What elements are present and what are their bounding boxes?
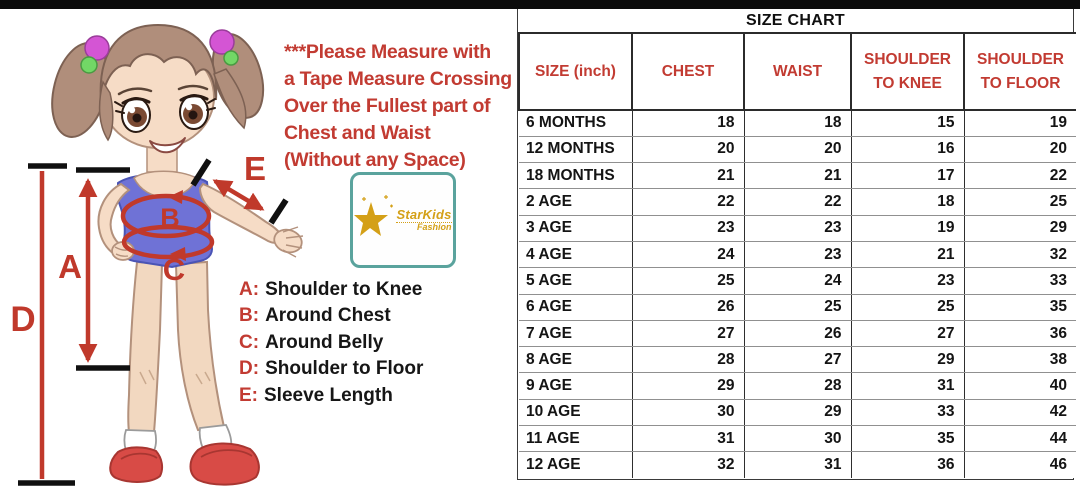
- girl-legs: [128, 262, 224, 432]
- size-name-cell: 11 AGE: [519, 426, 632, 452]
- legend-key: A:: [239, 279, 260, 300]
- legend-item: [239, 330, 423, 356]
- shoulder-knee-cell: 29: [851, 347, 964, 373]
- label-D: D: [10, 300, 36, 339]
- waist-cell: 25: [744, 294, 851, 320]
- col-header-size: SIZE (inch): [519, 33, 632, 110]
- size-name-cell: 9 AGE: [519, 373, 632, 399]
- shoulder-knee-cell: 31: [851, 373, 964, 399]
- chest-cell: 22: [632, 189, 744, 215]
- waist-cell: 26: [744, 320, 851, 346]
- legend-key: B:: [239, 305, 260, 327]
- size-chart-table: [518, 32, 1076, 478]
- col-header-shoulder-to-knee: SHOULDER TO KNEE: [851, 33, 964, 110]
- legend-label: Around Chest: [265, 305, 391, 327]
- instruction-line: Chest and Waist: [284, 122, 431, 144]
- size-row: [519, 215, 1076, 241]
- instruction-line: ***Please Measure with: [284, 41, 491, 63]
- chest-cell: 24: [632, 241, 744, 267]
- shoulder-knee-cell: 21: [851, 241, 964, 267]
- size-table-body: [519, 110, 1076, 478]
- waist-cell: 28: [744, 373, 851, 399]
- shoulder-knee-cell: 36: [851, 452, 964, 478]
- size-name-cell: 3 AGE: [519, 215, 632, 241]
- size-chart-table-panel: [517, 9, 1074, 480]
- legend-item: [239, 356, 423, 382]
- measurement-instructions: [284, 39, 524, 174]
- shoulder-floor-cell: 29: [964, 215, 1076, 241]
- size-name-cell: 4 AGE: [519, 241, 632, 267]
- legend-label: Sleeve Length: [264, 384, 393, 406]
- size-name-cell: 2 AGE: [519, 189, 632, 215]
- waist-cell: 29: [744, 399, 851, 425]
- chest-cell: 27: [632, 320, 744, 346]
- girl-shoes: [110, 443, 259, 484]
- shoulder-knee-cell: 15: [851, 110, 964, 136]
- waist-cell: 24: [744, 268, 851, 294]
- legend-label: Around Belly: [265, 331, 384, 353]
- shoulder-floor-cell: 22: [964, 163, 1076, 189]
- shoulder-floor-cell: 46: [964, 452, 1076, 478]
- shoulder-floor-cell: 42: [964, 399, 1076, 425]
- legend-item: [239, 383, 423, 409]
- shoulder-floor-cell: 40: [964, 373, 1076, 399]
- instruction-line: Over the Fullest part of: [284, 95, 491, 117]
- shoulder-knee-cell: 27: [851, 320, 964, 346]
- size-row: [519, 241, 1076, 267]
- shoulder-knee-cell: 17: [851, 163, 964, 189]
- size-row: [519, 399, 1076, 425]
- shoulder-floor-cell: 44: [964, 426, 1076, 452]
- shoulder-knee-cell: 18: [851, 189, 964, 215]
- label-A: A: [58, 248, 82, 285]
- size-row: [519, 373, 1076, 399]
- chest-cell: 31: [632, 426, 744, 452]
- size-chart-title: SIZE CHART: [746, 11, 845, 29]
- waist-cell: 20: [744, 136, 851, 162]
- header-row: [519, 33, 1076, 110]
- size-row: [519, 268, 1076, 294]
- label-B: B: [160, 203, 180, 233]
- size-row: [519, 294, 1076, 320]
- size-row: [519, 163, 1076, 189]
- logo-sub-text: Fashion: [417, 221, 452, 232]
- waist-cell: 22: [744, 189, 851, 215]
- legend-key: C:: [239, 331, 260, 353]
- size-name-cell: 6 MONTHS: [519, 110, 632, 136]
- size-row: [519, 347, 1076, 373]
- logo-name-text: StarKids: [396, 206, 452, 222]
- shoulder-knee-cell: 23: [851, 268, 964, 294]
- waist-cell: 27: [744, 347, 851, 373]
- size-name-cell: 5 AGE: [519, 268, 632, 294]
- legend-label: Shoulder to Floor: [265, 358, 424, 380]
- waist-cell: 23: [744, 241, 851, 267]
- chest-cell: 23: [632, 215, 744, 241]
- shoulder-floor-cell: 19: [964, 110, 1076, 136]
- chest-cell: 32: [632, 452, 744, 478]
- size-name-cell: 8 AGE: [519, 347, 632, 373]
- girl-right-arm: [200, 184, 305, 257]
- col-header-shoulder-to-floor: SHOULDER TO FLOOR: [964, 33, 1076, 110]
- col-header-chest: CHEST: [632, 33, 744, 110]
- shoulder-floor-cell: 20: [964, 136, 1076, 162]
- waist-cell: 18: [744, 110, 851, 136]
- chest-cell: 28: [632, 347, 744, 373]
- chest-cell: 26: [632, 294, 744, 320]
- size-row: [519, 426, 1076, 452]
- chest-cell: 18: [632, 110, 744, 136]
- legend-label: Shoulder to Knee: [265, 279, 423, 300]
- shoulder-floor-cell: 36: [964, 320, 1076, 346]
- measurement-legend: [239, 277, 423, 409]
- shoulder-knee-cell: 19: [851, 215, 964, 241]
- shoulder-floor-cell: 38: [964, 347, 1076, 373]
- label-E: E: [243, 150, 267, 187]
- shoulder-floor-cell: 25: [964, 189, 1076, 215]
- chest-cell: 30: [632, 399, 744, 425]
- size-name-cell: 10 AGE: [519, 399, 632, 425]
- chest-cell: 21: [632, 163, 744, 189]
- shoulder-floor-cell: 32: [964, 241, 1076, 267]
- size-row: [519, 452, 1076, 478]
- shoulder-floor-cell: 35: [964, 294, 1076, 320]
- shoulder-knee-cell: 33: [851, 399, 964, 425]
- size-name-cell: 18 MONTHS: [519, 163, 632, 189]
- size-row: [519, 110, 1076, 136]
- logo-star-icon: [354, 194, 394, 246]
- instruction-line: a Tape Measure Crossing: [284, 68, 512, 90]
- waist-cell: 31: [744, 452, 851, 478]
- waist-cell: 21: [744, 163, 851, 189]
- chest-cell: 25: [632, 268, 744, 294]
- shoulder-knee-cell: 35: [851, 426, 964, 452]
- col-header-waist: WAIST: [744, 33, 851, 110]
- brand-logo: [350, 172, 456, 268]
- shoulder-knee-cell: 16: [851, 136, 964, 162]
- shoulder-knee-cell: 25: [851, 294, 964, 320]
- size-name-cell: 7 AGE: [519, 320, 632, 346]
- size-name-cell: 12 MONTHS: [519, 136, 632, 162]
- legend-key: D:: [239, 358, 260, 380]
- size-name-cell: 6 AGE: [519, 294, 632, 320]
- size-row: [519, 320, 1076, 346]
- size-row: [519, 189, 1076, 215]
- label-C: C: [162, 252, 186, 287]
- waist-cell: 23: [744, 215, 851, 241]
- size-name-cell: 12 AGE: [519, 452, 632, 478]
- legend-item: [239, 303, 423, 329]
- size-row: [519, 136, 1076, 162]
- chest-cell: 29: [632, 373, 744, 399]
- instruction-line: (Without any Space): [284, 149, 466, 171]
- chest-cell: 20: [632, 136, 744, 162]
- shoulder-floor-cell: 33: [964, 268, 1076, 294]
- legend-key: E:: [239, 384, 258, 406]
- legend-item: [239, 277, 423, 303]
- waist-cell: 30: [744, 426, 851, 452]
